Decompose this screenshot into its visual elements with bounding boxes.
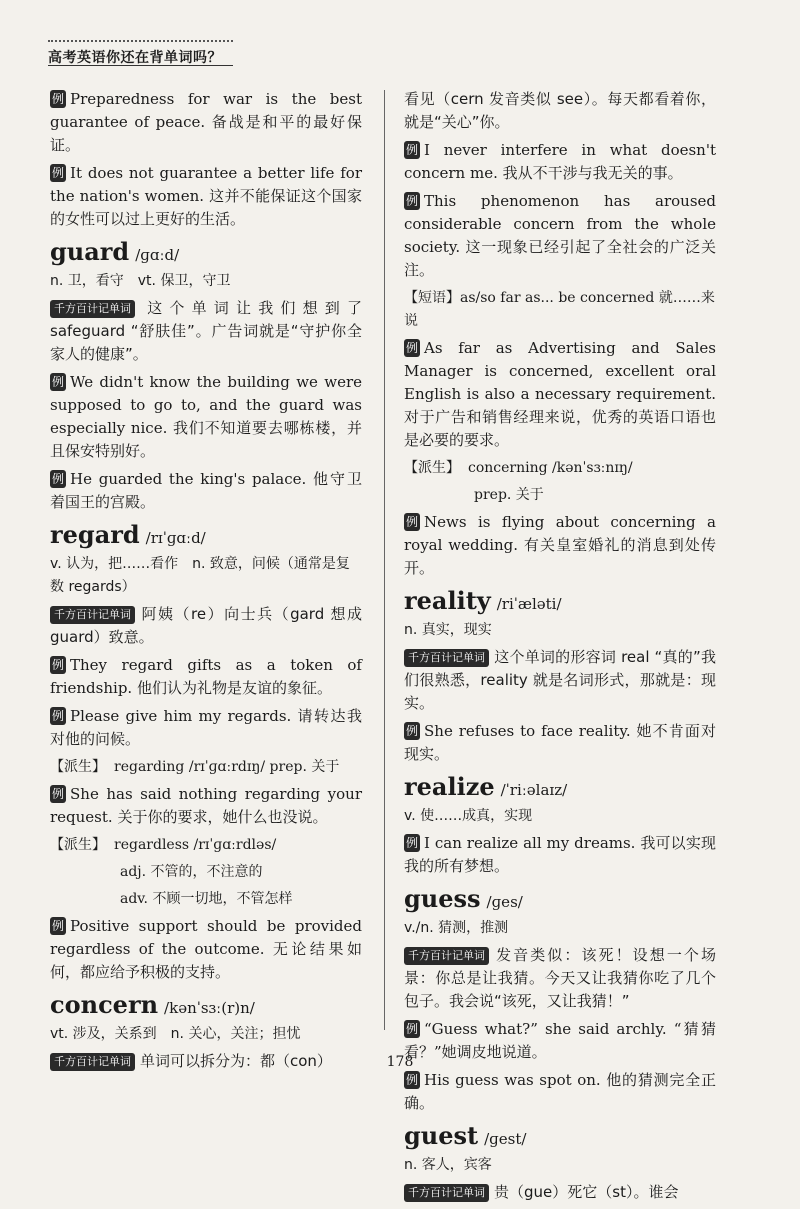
example-entry: 例 As far as Advertising and Sales Manager is concerned, excellent oral English is also a necessary requirement. 对于广告和销售经理来说，优秀的英语口语也是必要的要求。	[404, 339, 716, 449]
definition: vt. 涉及，关系到 n. 关心，关注；担忧	[50, 1026, 301, 1042]
example-label: 例	[52, 709, 65, 723]
headword-guess: guess /ɡes/	[404, 884, 523, 913]
example-label: 例	[406, 1073, 419, 1087]
headword-guard: guard /ɡɑːd/	[50, 237, 180, 266]
example-entry: 例 He guarded the king's palace. 他守卫着国王的宫殿。	[50, 470, 362, 511]
example-entry: 例 News is flying about concerning a royal wedding. 有关皇室婚礼的消息到处传开。	[404, 513, 716, 577]
memo-badge: 千方百计记单词	[50, 1053, 135, 1071]
example-entry: 例 Please give him my regards. 请转达我对他的问候。	[50, 707, 362, 748]
example-entry: 例 I can realize all my dreams. 我可以实现我的所有梦想。	[404, 834, 716, 875]
derivative-sense: adj. 不管的，不注意的	[120, 864, 263, 880]
headword-regard: regard /rɪˈɡɑːd/	[50, 520, 206, 549]
right-column	[404, 88, 716, 1209]
example-entry: 例 I never interfere in what doesn't concern me. 我从不干涉与我无关的事。	[404, 141, 716, 182]
headword-realize: realize /ˈriːəlaɪz/	[404, 772, 568, 801]
example-entry: 例 They regard gifts as a token of friendship. 他们认为礼物是友谊的象征。	[50, 656, 362, 697]
example-entry: 例 Positive support should be provided regardless of the outcome. 无论结果如何，都应给予积极的支持。	[50, 917, 362, 981]
headword-concern: concern /kənˈsɜː(r)n/	[50, 990, 255, 1019]
example-label: 例	[52, 658, 65, 672]
example-entry: 例 This phenomenon has aroused considerable concern from the whole society. 这一现象已经引起了全社会的广泛关注。	[404, 192, 716, 279]
example-entry: 例 She has said nothing regarding your request. 关于你的要求，她什么也没说。	[50, 785, 362, 826]
phrase-entry: 【短语】as/so far as... be concerned 就……来说	[404, 290, 715, 329]
example-label: 例	[406, 515, 419, 529]
example-label: 例	[406, 194, 419, 208]
example-entry: 例 His guess was spot on. 他的猜测完全正确。	[404, 1071, 716, 1112]
example-entry: 例 She refuses to face reality. 她不肯面对现实。	[404, 722, 716, 763]
derivative: 【派生】 regardless /rɪˈɡɑːrdləs/	[50, 837, 277, 853]
example-entry: 例 It does not guarantee a better life for the nation's women. 这并不能保证这个国家的女性可以过上更好的生活。	[50, 164, 362, 228]
memo-badge: 千方百计记单词	[404, 947, 489, 965]
example-entry: 例 Preparedness for war is the best guarantee of peace. 备战是和平的最好保证。	[50, 90, 362, 154]
example-entry: 例 “Guess what?” she said archly. “猜猜看？”她调皮地说道。	[404, 1020, 716, 1061]
definition: n. 客人，宾客	[404, 1157, 492, 1173]
example-label: 例	[52, 472, 65, 486]
derivative-sense: adv. 不顾一切地，不管怎样	[120, 891, 293, 907]
memo-entry: 千方百计记单词 这个单词的形容词 real “真的”我们很熟悉，reality 就是名词形式，那就是：现实。	[404, 648, 716, 712]
left-column	[50, 88, 362, 1078]
example-label: 例	[406, 143, 419, 157]
definition: v. 认为，把……看作 n. 致意，问候（通常是复数 regards）	[50, 556, 350, 595]
memo-badge: 千方百计记单词	[50, 300, 135, 318]
running-header	[46, 38, 346, 68]
column-divider	[384, 90, 385, 1030]
memo-entry: 千方百计记单词 阿姨（re）向士兵（gard 想成 guard）致意。	[50, 605, 362, 646]
definition: n. 真实，现实	[404, 622, 492, 638]
memo-entry: 千方百计记单词 单词可以拆分为：都（con）	[50, 1050, 362, 1073]
derive-label: 【派生】	[50, 837, 106, 853]
derive-label: 【派生】	[50, 759, 106, 775]
example-label: 例	[406, 836, 419, 850]
definition: v. 使……成真，实现	[404, 808, 533, 824]
memo-entry: 千方百计记单词 发音类似：该死！设想一个场景：你总是让我猜。今天又让我猜你吃了几个包子。我会说“该死，又让我猜！”	[404, 946, 716, 1010]
derive-label: 【派生】	[404, 460, 460, 476]
definition: n. 卫，看守 vt. 保卫，守卫	[50, 273, 231, 289]
example-label: 例	[406, 341, 419, 355]
example-label: 例	[52, 787, 65, 801]
memo-continuation: 看见（cern 发音类似 see）。每天都看着你，就是“关心”你。	[404, 90, 716, 131]
header-dotted-rule	[48, 40, 233, 42]
headword-guest: guest /ɡest/	[404, 1121, 527, 1150]
example-label: 例	[52, 375, 65, 389]
header-rule	[48, 65, 233, 66]
example-entry: 例 We didn't know the building we were supposed to go to, and the guard was especially nice. 我们不知道要去哪栋楼，并且保安特别好。	[50, 373, 362, 460]
memo-entry: 千方百计记单词 贵（gue）死它（st）。谁会	[404, 1181, 716, 1204]
memo-entry: 千方百计记单词 这个单词让我们想到了 safeguard “舒肤佳”。广告词就是“守护你全家人的健康”。	[50, 299, 362, 363]
example-label: 例	[52, 92, 65, 106]
derivative: 【派生】 regarding /rɪˈɡɑːrdɪŋ/ prep. 关于	[50, 759, 340, 775]
example-label: 例	[406, 1022, 419, 1036]
memo-badge: 千方百计记单词	[404, 649, 489, 667]
derivative-sense: prep. 关于	[474, 487, 544, 503]
example-label: 例	[52, 166, 65, 180]
memo-badge: 千方百计记单词	[404, 1184, 489, 1202]
definition: v./n. 猜测，推测	[404, 920, 509, 936]
derivative: 【派生】 concerning /kənˈsɜːnɪŋ/	[404, 460, 633, 476]
example-label: 例	[406, 724, 419, 738]
book-title: 高考英语你还在背单词吗？	[48, 50, 222, 66]
headword-reality: reality /riˈæləti/	[404, 586, 562, 615]
page-number: 178	[386, 1054, 414, 1070]
example-label: 例	[52, 919, 65, 933]
memo-badge: 千方百计记单词	[50, 606, 135, 624]
